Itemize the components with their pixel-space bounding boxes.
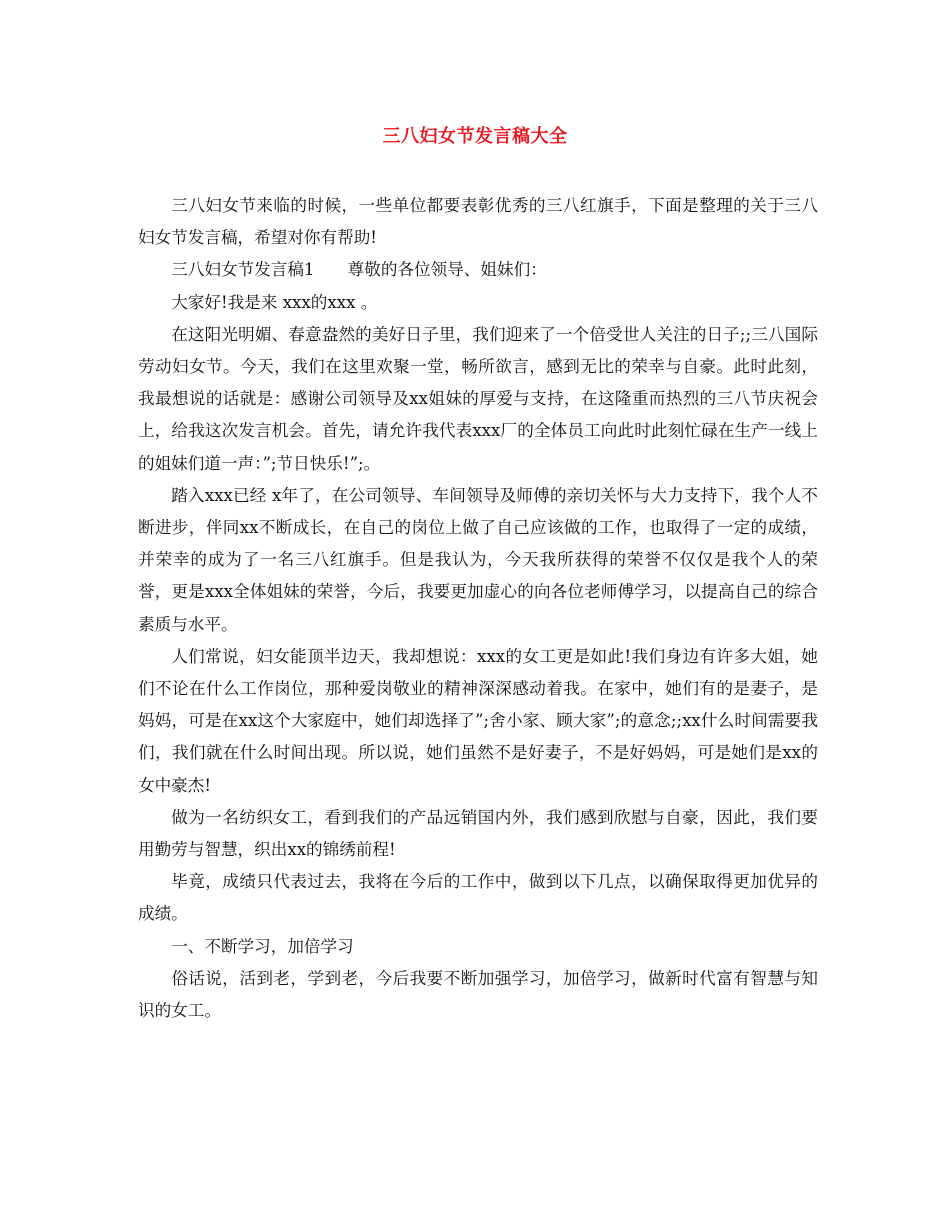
document-title: 三八妇女节发言稿大全: [382, 126, 568, 147]
paragraph-textile-worker: 做为一名纺织女工，看到我们的产品远销国内外，我们感到欣慰与自豪，因此，我们要用勤劳与智慧，织出xx的锦绣前程!: [138, 807, 818, 860]
paragraph-achievements: 毕竟，成绩只代表过去，我将在今后的工作中，做到以下几点，以确保取得更加优异的成绩。: [138, 872, 818, 924]
paragraph-point-one-heading: 一、不断学习，加倍学习: [171, 936, 354, 956]
paragraph-career: 踏入xxx已经 x年了，在公司领导、车间领导及师傅的亲切关怀与大力支持下，我个人不断进步，伴同xx不断成长，在自己的岗位上做了自己应该做的工作，也取得了一定的成绩，并荣幸的成为了一名三八红旗手。但是我认为，今天我所获得的荣誉不仅仅是我个人的荣誉，更是xxx全体姐妹的荣誉，今后，我要更加虚心的向各位老师傅学习，以提高自己的综合素质与水平。: [138, 485, 818, 634]
paragraph-intro: 三八妇女节来临的时候，一些单位都要表彰优秀的三八红旗手，下面是整理的关于三八妇女节发言稿，希望对你有帮助!: [138, 196, 818, 248]
paragraph-speech-heading: 三八妇女节发言稿1 尊敬的各位领导、姐妹们：: [171, 260, 547, 280]
paragraph-greeting: 大家好!我是来 xxx的xxx 。: [171, 292, 378, 312]
paragraph-sisters: 人们常说，妇女能顶半边天，我却想说：xxx的女工更是如此!我们身边有许多大姐，她们不论在什么工作岗位，那种爱岗敬业的精神深深感动着我。在家中，她们有的是妻子，是妈妈，可是在xx这个大家庭中，她们却选择了”;舍小家、顾大家”;的意念;;xx什么时间需要我们，我们就在什么时间出现。所以说，她们虽然不是好妻子，不是好妈妈，可是她们是xx的女中豪杰!: [138, 646, 818, 795]
document-body: [138, 190, 818, 1027]
paragraph-point-one-body: 俗话说，活到老，学到老，今后我要不断加强学习，加倍学习，做新时代富有智慧与知识的女工。: [138, 968, 818, 1021]
paragraph-womens-day: 在这阳光明媚、春意盎然的美好日子里，我们迎来了一个倍受世人关注的日子;;三八国际劳动妇女节。今天，我们在这里欢聚一堂，畅所欲言，感到无比的荣幸与自豪。此时此刻，我最想说的话就是：感谢公司领导及xx姐妹的厚爱与支持，在这隆重而热烈的三八节庆祝会上，给我这次发言机会。首先，请允许我代表xxx厂的全体员工向此时此刻忙碌在生产一线上的姐妹们道一声：”;节日快乐!”;。: [138, 324, 818, 473]
